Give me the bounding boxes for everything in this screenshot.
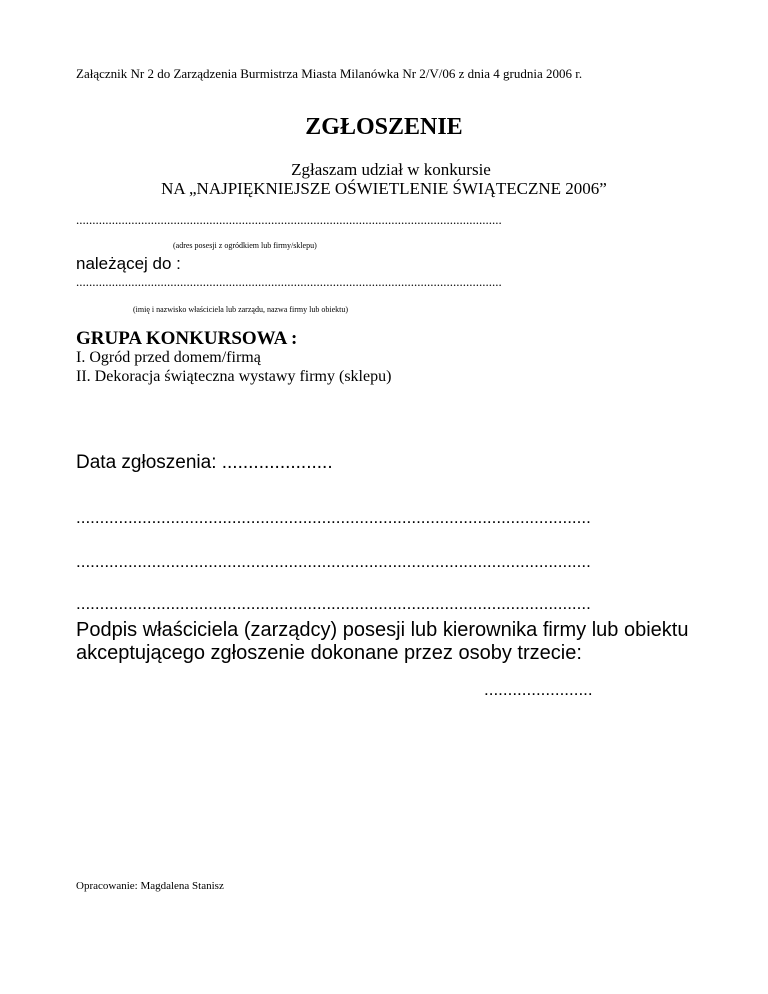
group-option-2: II. Dekoracja świąteczna wystawy firmy (sklepu) bbox=[76, 368, 392, 385]
owner-label: należącej do : bbox=[76, 254, 181, 273]
intro-line-1: Zgłaszam udział w konkursie bbox=[291, 160, 491, 179]
footer-author: Opracowanie: Magdalena Stanisz bbox=[76, 880, 224, 892]
date-label: Data zgłoszenia: bbox=[76, 452, 222, 473]
owner-caption: (imię i nazwisko właściciela lub zarządu, nazwa firmy lub obiektu) bbox=[133, 305, 349, 314]
group-option-1: I. Ogród przed domem/firmą bbox=[76, 349, 261, 366]
address-caption: (adres posesji z ogródkiem lub firmy/sklepu) bbox=[173, 241, 317, 250]
owner-dotted-line: ................................................................................................................................... bbox=[76, 274, 502, 289]
date-dotted-line: ..................... bbox=[221, 452, 333, 473]
signature-text-line-1: Podpis właściciela (zarządcy) posesji lub kierownika firmy lub obiektu bbox=[76, 619, 689, 641]
signature-dotted-line-3: ............................................................................................................. bbox=[76, 594, 591, 613]
signature-dotted-line-2: ............................................................................................................. bbox=[76, 552, 591, 571]
document-title: ZGŁOSZENIE bbox=[305, 114, 463, 140]
signature-final-dotted-line: ....................... bbox=[484, 680, 593, 699]
address-dotted-line: ................................................................................................................................... bbox=[76, 212, 502, 227]
group-title: GRUPA KONKURSOWA : bbox=[76, 328, 298, 349]
date-field bbox=[76, 452, 333, 474]
signature-dotted-line-1: ............................................................................................................. bbox=[76, 508, 591, 527]
signature-text-line-2: akceptującego zgłoszenie dokonane przez osoby trzecie: bbox=[76, 642, 582, 664]
intro-line-2: NA „NAJPIĘKNIEJSZE OŚWIETLENIE ŚWIĄTECZNE 2006” bbox=[161, 179, 607, 198]
annex-header: Załącznik Nr 2 do Zarządzenia Burmistrza Miasta Milanówka Nr 2/V/06 z dnia 4 grudnia 2006 r. bbox=[76, 66, 583, 81]
